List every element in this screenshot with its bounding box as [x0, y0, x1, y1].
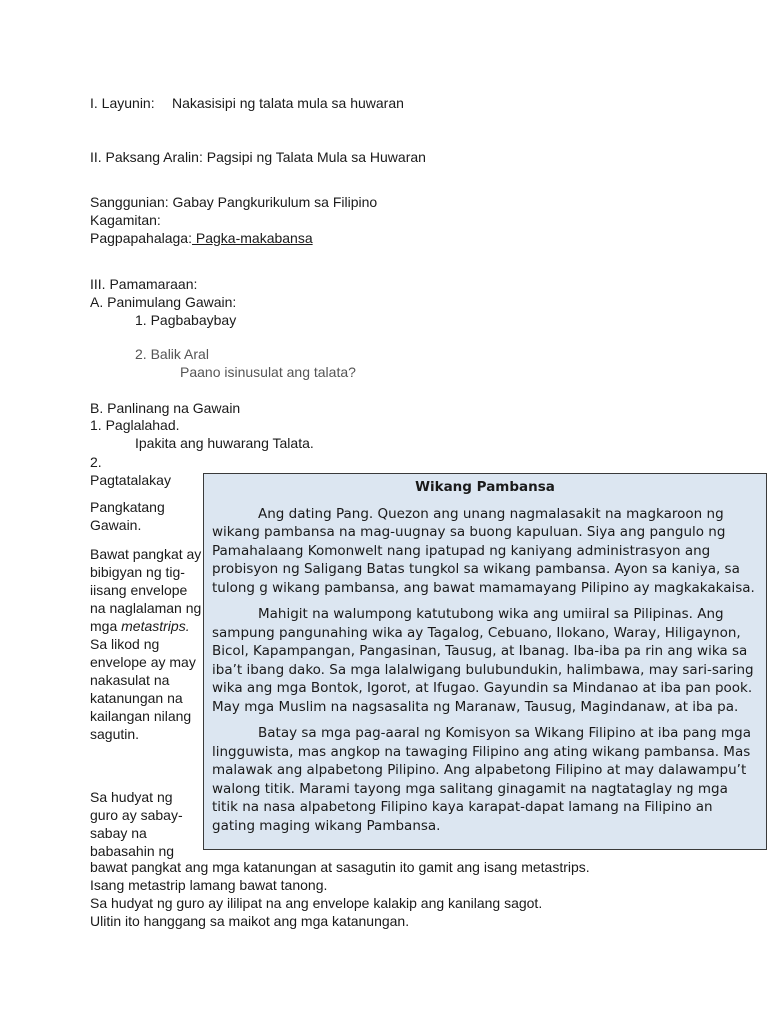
reference-line: Sanggunian: Gabay Pangkurikulum sa Filipino — [90, 194, 378, 210]
preliminary-heading: A. Panimulang Gawain: — [90, 294, 237, 310]
developmental-heading: B. Panlinang na Gawain — [90, 400, 241, 416]
continuation-line: Isang metastrip lamang bawat tanong. — [90, 877, 328, 893]
passage-paragraph: Ang dating Pang. Quezon ang unang nagmalasakit na magkaroon ng wikang pambansa na mag-uugnay sa buong kapuluan. Siya ang pangulo ng Pamahalaang Komonwelt nang ipatupad ng kaniyang administrasyon ang probisyon ng Saligang Batas tungkol sa wikang pambansa. Ayon sa kaniya, sa tulong g wikang pambansa, ang bawat mamamayang Pilipino ay magkakakaisa. — [212, 505, 755, 596]
group-activity-heading: Pangkatang Gawain. — [90, 499, 165, 533]
model-paragraph-box — [203, 473, 767, 850]
objective-text: Nakasisipi ng talata mula sa huwaran — [172, 95, 404, 111]
group-activity-signal: Sa hudyat ng guro ay sabay-sabay na babasahin ng — [90, 789, 183, 859]
passage-paragraph: Mahigit na walumpong katutubong wika ang umiiral sa Pilipinas. Ang sampung pangunahing wika ay Tagalog, Cebuano, Ilokano, Waray, Hiligaynon, Bicol, Kapampangan, Pangasinan, Tausug, at Ibanag. Iba-iba pa rin ang wika sa iba’t ibang dako. Sa mga lalalwigang bulubundukin, halimbawa, may sari-saring wika ang mga Bontok, Igorot, at Ifugao. Gayundin sa Mindanao at iba pan pook. May mga Muslim na nagsasalita ng Maranaw, Tausug, Magindanaw, at iba pa. — [212, 606, 754, 715]
developmental-item-presentation: 1. Paglalahad. — [90, 417, 180, 433]
instructions-emphasis: metastrips. — [121, 618, 190, 634]
continuation-line: bawat pangkat ang mga katanungan at sasagutin ito gamit ang isang metastrips. — [90, 859, 590, 875]
group-activity-instructions — [90, 545, 202, 743]
values-label: Pagpapahalaga: — [90, 230, 192, 246]
objective-line — [90, 94, 404, 112]
passage-paragraph: Batay sa mga pag-aaral ng Komisyon sa Wikang Filipino at iba pang mga lingguwista, mas angkop na tawaging Filipino ang ating wikang pambansa. Mas malawak ang alpabetong Pilipino. Ang alpabetong Filipino at may dalawampu’t walong titik. Marami tayong mga salitang ginagamit na nagtataglay ng mga titik na nasa alpabetong Filipino kaya karapat-dapat lamang na Filipino an gating maging wikang Pambansa. — [212, 725, 751, 834]
procedure-heading: III. Pamamaraan: — [90, 276, 198, 292]
review-question: Paano isinusulat ang talata? — [180, 364, 356, 380]
instructions-text-b: Sa likod ng envelope ay may nakasulat na katanungan na kailangan nilang sagutin. — [90, 636, 196, 742]
discussion-label: Pagtatalakay — [90, 472, 171, 488]
passage-title: Wikang Pambansa — [415, 479, 555, 495]
instructions-text-a: Bawat pangkat ay bibigyan ng tig-iisang envelope na naglalaman ng mga — [90, 546, 202, 634]
values-value: Pagka-makabansa — [192, 230, 313, 246]
preliminary-item-review: 2. Balik Aral — [135, 346, 209, 362]
subject-matter: II. Paksang Aralin: Pagsipi ng Talata Mula sa Huwaran — [90, 149, 426, 165]
materials-line: Kagamitan: — [90, 212, 161, 228]
discussion-number: 2. — [90, 454, 102, 470]
continuation-line: Sa hudyat ng guro ay ililipat na ang envelope kalakip ang kanilang sagot. — [90, 895, 543, 911]
presentation-text: Ipakita ang huwarang Talata. — [135, 435, 314, 451]
continuation-line: Ulitin ito hanggang sa maikot ang mga katanungan. — [90, 913, 410, 929]
values-line — [90, 229, 313, 247]
preliminary-item-spelling: 1. Pagbabaybay — [135, 312, 237, 328]
objective-label: I. Layunin: — [90, 95, 155, 111]
